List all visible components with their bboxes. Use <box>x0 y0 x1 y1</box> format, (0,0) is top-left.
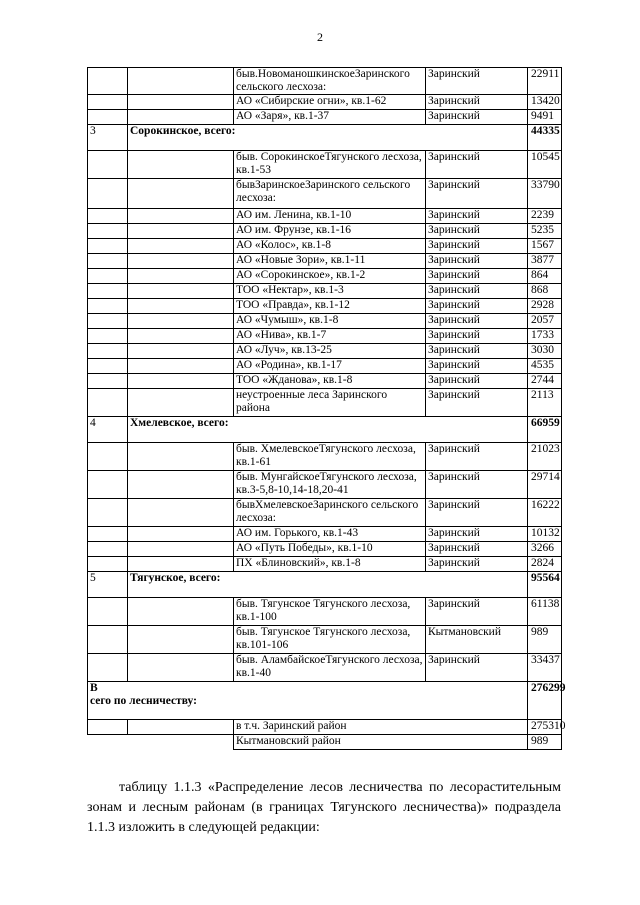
district-total-label: Кытмановский район <box>234 735 528 750</box>
empty-cell <box>128 374 234 389</box>
subunit-name: быв. АламбайскоеТягунского лесхоза, кв.1-40 <box>234 654 426 682</box>
subunit-name: АО «Нива», кв.1-7 <box>234 329 426 344</box>
empty-cell <box>128 95 234 110</box>
empty-cell <box>128 626 234 654</box>
empty-cell <box>128 557 234 572</box>
area-cell: 2744 <box>528 374 562 389</box>
empty-cell <box>88 735 128 750</box>
empty-cell <box>128 542 234 557</box>
table-row <box>88 499 562 527</box>
page-number: 2 <box>317 30 323 44</box>
empty-cell <box>128 239 234 254</box>
area-cell: 989 <box>528 735 562 750</box>
district-cell: Заринский <box>426 151 528 179</box>
empty-cell <box>88 314 128 329</box>
district-cell: Заринский <box>426 95 528 110</box>
empty-cell <box>128 389 234 417</box>
group-name: Хмелевское, всего: <box>128 417 528 443</box>
subunit-name: АО «Сибирские огни», кв.1-62 <box>234 95 426 110</box>
empty-cell <box>128 284 234 299</box>
subunit-name: АО «Колос», кв.1-8 <box>234 239 426 254</box>
subunit-name: быв. Тягунское Тягунского лесхоза, кв.1-100 <box>234 598 426 626</box>
table-row <box>88 209 562 224</box>
area-cell: 2824 <box>528 557 562 572</box>
empty-cell <box>128 735 234 750</box>
table-row <box>88 626 562 654</box>
empty-cell <box>88 499 128 527</box>
empty-cell <box>128 598 234 626</box>
empty-cell <box>128 329 234 344</box>
empty-cell <box>128 151 234 179</box>
subunit-name: ТОО «Правда», кв.1-12 <box>234 299 426 314</box>
subunit-name: АО «Путь Победы», кв.1-10 <box>234 542 426 557</box>
empty-cell <box>88 542 128 557</box>
district-cell: Заринский <box>426 443 528 471</box>
empty-cell <box>128 68 234 95</box>
empty-cell <box>88 329 128 344</box>
area-cell: 3030 <box>528 344 562 359</box>
empty-cell <box>128 269 234 284</box>
district-cell: Заринский <box>426 314 528 329</box>
row-number: 4 <box>88 417 128 443</box>
area-cell: 2239 <box>528 209 562 224</box>
row-number: 5 <box>88 572 128 598</box>
subunit-name: АО им. Ленина, кв.1-10 <box>234 209 426 224</box>
area-cell: 29714 <box>528 471 562 499</box>
empty-cell <box>88 527 128 542</box>
table-row <box>88 471 562 499</box>
area-cell: 276299 <box>528 682 562 720</box>
table-row <box>88 224 562 239</box>
area-cell: 4535 <box>528 359 562 374</box>
forest-distribution-table <box>87 67 566 750</box>
district-cell: Заринский <box>426 374 528 389</box>
total-label <box>88 682 528 720</box>
table-row <box>88 359 562 374</box>
table-row <box>88 735 562 750</box>
area-cell: 1733 <box>528 329 562 344</box>
empty-cell <box>88 389 128 417</box>
district-cell: Заринский <box>426 344 528 359</box>
subunit-name: АО им. Фрунзе, кв.1-16 <box>234 224 426 239</box>
district-cell: Заринский <box>426 359 528 374</box>
area-cell: 868 <box>528 284 562 299</box>
empty-cell <box>88 359 128 374</box>
empty-cell <box>88 443 128 471</box>
group-name: Тягунское, всего: <box>128 572 528 598</box>
subunit-name: ТОО «Жданова», кв.1-8 <box>234 374 426 389</box>
empty-cell <box>128 344 234 359</box>
district-cell: Заринский <box>426 254 528 269</box>
empty-cell <box>88 209 128 224</box>
subunit-name: быв. СорокинскоеТягунского лесхоза, кв.1-53 <box>234 151 426 179</box>
empty-cell <box>88 654 128 682</box>
empty-cell <box>88 224 128 239</box>
area-cell: 2928 <box>528 299 562 314</box>
district-cell: Заринский <box>426 499 528 527</box>
group-name: Сорокинское, всего: <box>128 125 528 151</box>
total-row <box>88 682 562 720</box>
area-cell: 3266 <box>528 542 562 557</box>
empty-cell <box>128 654 234 682</box>
empty-cell <box>88 720 128 735</box>
empty-cell <box>88 626 128 654</box>
empty-cell <box>128 209 234 224</box>
district-cell: Заринский <box>426 542 528 557</box>
empty-cell <box>88 299 128 314</box>
empty-cell <box>88 68 128 95</box>
district-cell: Заринский <box>426 471 528 499</box>
subunit-name: АО «Чумыш», кв.1-8 <box>234 314 426 329</box>
table-row <box>88 254 562 269</box>
area-cell: 21023 <box>528 443 562 471</box>
table-row <box>88 443 562 471</box>
table-row <box>88 239 562 254</box>
subunit-name: бывЗаринскоеЗаринского сельского лесхоза: <box>234 179 426 209</box>
table-row <box>88 299 562 314</box>
empty-cell <box>128 224 234 239</box>
subunit-name: быв. Тягунское Тягунского лесхоза, кв.101-106 <box>234 626 426 654</box>
group-row <box>88 572 562 598</box>
area-cell: 1567 <box>528 239 562 254</box>
empty-cell <box>88 284 128 299</box>
subunit-name: АО «Заря», кв.1-37 <box>234 110 426 125</box>
area-cell: 864 <box>528 269 562 284</box>
empty-cell <box>88 344 128 359</box>
empty-cell <box>128 359 234 374</box>
group-row <box>88 417 562 443</box>
empty-cell <box>88 110 128 125</box>
table-row <box>88 151 562 179</box>
area-cell: 16222 <box>528 499 562 527</box>
table-row <box>88 329 562 344</box>
district-cell: Заринский <box>426 269 528 284</box>
subunit-name: неустроенные леса Заринского района <box>234 389 426 417</box>
table-row <box>88 389 562 417</box>
area-cell: 33437 <box>528 654 562 682</box>
district-cell: Заринский <box>426 224 528 239</box>
empty-cell <box>128 720 234 735</box>
district-cell: Заринский <box>426 329 528 344</box>
empty-cell <box>128 314 234 329</box>
empty-cell <box>128 443 234 471</box>
subunit-name: ТОО «Нектар», кв.1-3 <box>234 284 426 299</box>
subunit-name: АО им. Горького, кв.1-43 <box>234 527 426 542</box>
district-cell: Заринский <box>426 557 528 572</box>
area-cell: 2057 <box>528 314 562 329</box>
district-cell: Заринский <box>426 239 528 254</box>
instruction-paragraph <box>87 778 561 838</box>
area-cell: 989 <box>528 626 562 654</box>
district-cell: Заринский <box>426 209 528 224</box>
empty-cell <box>88 254 128 269</box>
subunit-name: АО «Луч», кв.13-25 <box>234 344 426 359</box>
area-cell: 61138 <box>528 598 562 626</box>
empty-cell <box>88 598 128 626</box>
subunit-name: ПХ «Блиновский», кв.1-8 <box>234 557 426 572</box>
district-cell: Заринский <box>426 389 528 417</box>
subunit-name: быв. ХмелевскоеТягунского лесхоза, кв.1-61 <box>234 443 426 471</box>
area-cell: 9491 <box>528 110 562 125</box>
area-cell: 5235 <box>528 224 562 239</box>
table-row <box>88 598 562 626</box>
empty-cell <box>128 499 234 527</box>
table-row <box>88 284 562 299</box>
row-number: 3 <box>88 125 128 151</box>
subunit-name: АО «Родина», кв.1-17 <box>234 359 426 374</box>
table-row <box>88 110 562 125</box>
total-label-line1: В <box>90 682 98 694</box>
table-row <box>88 269 562 284</box>
empty-cell <box>88 95 128 110</box>
empty-cell <box>88 269 128 284</box>
group-row <box>88 125 562 151</box>
empty-cell <box>88 557 128 572</box>
district-cell: Заринский <box>426 179 528 209</box>
table-row <box>88 314 562 329</box>
empty-cell <box>88 151 128 179</box>
instruction-text: таблицу 1.1.3 «Распределение лесов лесничества по лесорастительным зонам и лесным районам (в границах Тягунского лесничества)» подраздела 1.1.3 изложить в следующей редакции: <box>87 780 561 835</box>
table-row <box>88 527 562 542</box>
area-cell: 10132 <box>528 527 562 542</box>
table-row <box>88 542 562 557</box>
district-cell: Заринский <box>426 299 528 314</box>
district-cell: Заринский <box>426 598 528 626</box>
area-cell: 33790 <box>528 179 562 209</box>
district-total-label: в т.ч. Заринский район <box>234 720 528 735</box>
empty-cell <box>88 239 128 254</box>
area-cell: 95564 <box>528 572 562 598</box>
subunit-name: быв.НовоманошкинскоеЗаринского сельского лесхоза: <box>234 68 426 95</box>
empty-cell <box>88 374 128 389</box>
table-row <box>88 179 562 209</box>
district-cell: Заринский <box>426 527 528 542</box>
empty-cell <box>128 527 234 542</box>
district-cell: Кытмановский <box>426 626 528 654</box>
district-cell: Заринский <box>426 284 528 299</box>
table-row <box>88 557 562 572</box>
area-cell: 22911 <box>528 68 562 95</box>
empty-cell <box>88 471 128 499</box>
empty-cell <box>128 471 234 499</box>
empty-cell <box>128 110 234 125</box>
area-cell: 66959 <box>528 417 562 443</box>
subunit-name: бывХмелевскоеЗаринского сельского лесхоза: <box>234 499 426 527</box>
area-cell: 10545 <box>528 151 562 179</box>
empty-cell <box>128 299 234 314</box>
table-row <box>88 95 562 110</box>
empty-cell <box>128 179 234 209</box>
area-cell: 13420 <box>528 95 562 110</box>
area-cell: 3877 <box>528 254 562 269</box>
subunit-name: быв. МунгайскоеТягунского лесхоза, кв.3-5,8-10,14-18,20-41 <box>234 471 426 499</box>
empty-cell <box>88 179 128 209</box>
subunit-name: АО «Сорокинское», кв.1-2 <box>234 269 426 284</box>
table-row <box>88 68 562 95</box>
district-cell: Заринский <box>426 68 528 95</box>
district-cell: Заринский <box>426 654 528 682</box>
empty-cell <box>128 254 234 269</box>
table-row <box>88 654 562 682</box>
table-row <box>88 344 562 359</box>
subunit-name: АО «Новые Зори», кв.1-11 <box>234 254 426 269</box>
area-cell: 275310 <box>528 720 562 735</box>
area-cell: 44335 <box>528 125 562 151</box>
table-row <box>88 374 562 389</box>
total-label-line2: сего по лесничеству: <box>90 695 197 707</box>
area-cell: 2113 <box>528 389 562 417</box>
table-row <box>88 720 562 735</box>
district-cell: Заринский <box>426 110 528 125</box>
